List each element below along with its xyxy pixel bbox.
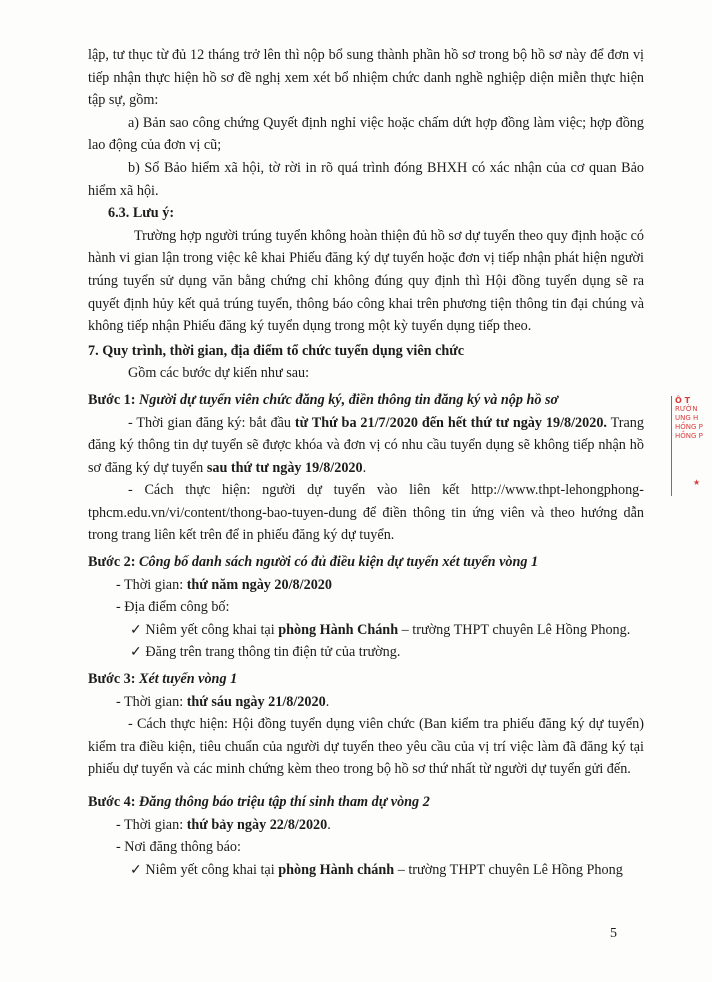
step-4-time (88, 814, 644, 837)
paragraph-item-b: b) Sổ Bảo hiểm xã hội, tờ rời in rõ quá trình đóng BHXH có xác nhận của cơ quan Bảo hiểm xã hội. (88, 159, 644, 199)
stamp-star-icon: ★ (693, 478, 701, 487)
stamp-line-3: UNG H (675, 414, 699, 422)
step-2-time-prefix: - Thời gian: (116, 576, 187, 593)
step-1-time-end: . (362, 459, 367, 476)
document-body (88, 44, 644, 881)
step-4-check-1 (88, 859, 644, 882)
step-2-check-1-prefix: ✓ Niêm yết công khai tại (130, 621, 279, 638)
step-1-deadline: sau thứ tư ngày 19/8/2020 (206, 459, 363, 476)
step-4-check-1-prefix: ✓ Niêm yết công khai tại (130, 861, 279, 878)
step-3-heading (88, 668, 644, 691)
step-4-check-1-rest: – trường THPT chuyên Lê Hồng Phong (394, 861, 623, 878)
page-number: 5 (610, 926, 617, 941)
step-4-time-end: . (327, 816, 331, 833)
step-3-date: thứ sáu ngày 21/8/2020 (186, 693, 326, 710)
red-seal-stamp (671, 396, 712, 496)
step-1-time-rest: Trang đăng ký thông tin dự tuyển sẽ được khóa và đơn vị có nhu cầu tuyển dụng sẽ không tiếp nhận hồ sơ đăng ký dự tuyển (88, 414, 644, 476)
step-2-check-1-place: phòng Hành Chánh (278, 621, 399, 638)
paragraph-item-a: a) Bản sao công chứng Quyết định nghỉ việc hoặc chấm dứt hợp đồng làm việc; hợp đồng lao động của đơn vị cũ; (88, 114, 644, 154)
step-3-label: Bước 3: (88, 671, 140, 688)
step-2-label: Bước 2: (88, 554, 140, 571)
section-7-heading: 7. Quy trình, thời gian, địa điểm tổ chức tuyển dụng viên chức (88, 342, 465, 359)
step-3-title: Xét tuyển vòng 1 (139, 671, 238, 688)
step-2-title: Công bố danh sách người có đủ điều kiện dự tuyển xét tuyển vòng 1 (139, 554, 539, 571)
stamp-line-2: RƯỜN (675, 405, 698, 413)
step-4-place: - Nơi đăng thông báo: (116, 839, 241, 856)
section-7-intro: Gồm các bước dự kiến như sau: (128, 365, 310, 382)
section-6-3-heading: 6.3. Lưu ý: (108, 205, 175, 222)
step-2-time (88, 574, 644, 597)
paragraph-intro: lập, tư thục từ đủ 12 tháng trở lên thì nộp bổ sung thành phần hồ sơ trong bộ hồ sơ này để đơn vị tiếp nhận thực hiện hồ sơ đề nghị xem xét bổ nhiệm chức danh nghề nghiệp diện miễn thực hiện tập sự, gồm: (88, 47, 644, 109)
step-4-check-1-place: phòng Hành chánh (278, 861, 395, 878)
step-1-time-prefix: - Thời gian đăng ký: bắt đầu (128, 414, 295, 431)
step-3-time (88, 691, 644, 714)
step-2-check-1-rest: – trường THPT chuyên Lê Hồng Phong. (398, 621, 631, 638)
step-2-place: - Địa điểm công bố: (116, 599, 230, 616)
step-1-label: Bước 1: (88, 391, 140, 408)
stamp-line-1: Ô T (675, 396, 691, 405)
step-1-method: - Cách thực hiện: người dự tuyển vào liên kết http://www.thpt-lehongphong-tphcm.edu.vn/vi/content/thong-bao-tuyen-dung để điền thông tin ứng viên và theo hướng dẫn trong trang liên kết trên để in phiếu đăng ký dự tuyển. (88, 482, 644, 544)
step-4-label: Bước 4: (88, 794, 140, 810)
step-2-date: thứ năm ngày 20/8/2020 (186, 576, 332, 593)
step-1-time (88, 412, 644, 480)
stamp-line-5: HỒNG P (675, 432, 703, 440)
step-4-heading (88, 791, 644, 814)
step-1-time-range: từ Thứ ba 21/7/2020 đến hết thứ tư ngày 19/8/2020. (294, 414, 607, 431)
step-2-check-2: ✓ Đăng trên trang thông tin điện tử của trường. (130, 644, 401, 661)
step-4-title: Đăng thông báo triệu tập thí sinh tham dự vòng 2 (139, 794, 430, 810)
step-4-date: thứ bảy ngày 22/8/2020 (186, 816, 328, 833)
step-1-title: Người dự tuyển viên chức đăng ký, điền thông tin đăng ký và nộp hồ sơ (139, 391, 559, 408)
step-1-heading (88, 389, 644, 412)
step-3-time-prefix: - Thời gian: (116, 693, 187, 710)
stamp-line-4: HỒNG P (675, 423, 703, 431)
step-4-time-prefix: - Thời gian: (116, 816, 187, 833)
step-2-heading (88, 551, 644, 574)
step-3-method: - Cách thực hiện: Hội đồng tuyển dụng viên chức (Ban kiểm tra phiếu đăng ký dự tuyển) kiểm tra điều kiện, tiêu chuẩn của người dự tuyển theo yêu cầu của vị trí việc làm đã đăng ký tại phiếu dự tuyển và các minh chứng kèm theo trong bộ hồ sơ thứ nhất từ người dự tuyển gửi đến. (88, 716, 644, 778)
section-6-3-body: Trường hợp người trúng tuyển không hoàn thiện đủ hồ sơ dự tuyển theo quy định hoặc có hành vi gian lận trong việc kê khai Phiếu đăng ký dự tuyển hoặc đơn vị tiếp nhận phát hiện người trúng tuyển sử dụng văn bằng chứng chỉ không đúng quy định thì Hội đồng tuyển dụng sẽ ra quyết định hủy kết quả trúng tuyển, thông báo công khai trên phương tiện thông tin đại chúng và không tiếp nhận Phiếu đăng ký tuyển dụng trong một kỳ tuyển dụng tiếp theo. (88, 227, 644, 335)
step-2-check-1 (88, 619, 644, 642)
step-3-time-end: . (325, 693, 330, 710)
